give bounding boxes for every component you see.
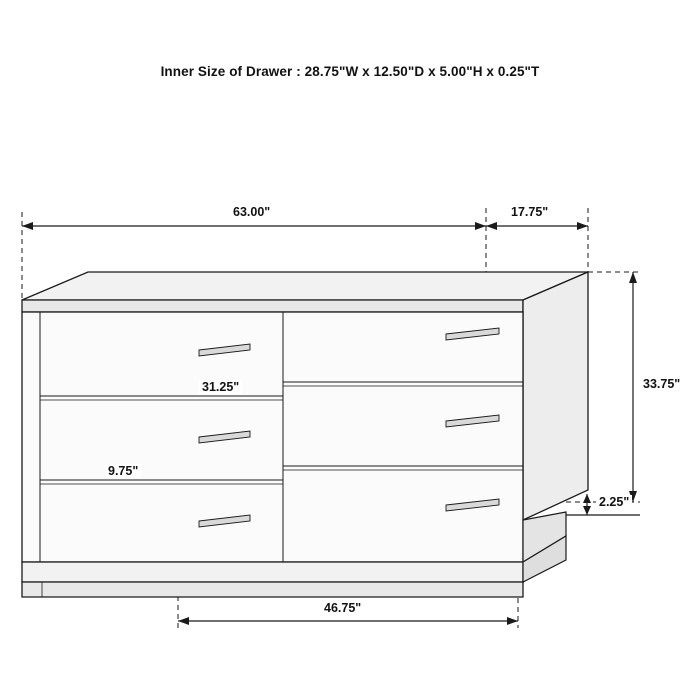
dresser-toe-kick [22, 582, 523, 597]
dim-label-base-width: 46.75" [321, 601, 364, 615]
dim-line-height-3375 [629, 272, 637, 502]
dim-line-base-4675 [178, 617, 518, 625]
dresser-body [22, 272, 588, 597]
dim-label-height: 33.75" [640, 377, 683, 391]
dim-label-width: 63.00" [230, 205, 273, 219]
page-title: Inner Size of Drawer : 28.75"W x 12.50"D x 5.00"H x 0.25"T [160, 64, 540, 79]
dim-label-drawer-front-height: 9.75" [105, 464, 141, 478]
dresser-base-rail [22, 562, 523, 582]
dim-label-toekick: 2.25" [596, 495, 632, 509]
dim-label-drawer-inner-width: 31.25" [199, 380, 242, 394]
dresser-top-surface [22, 272, 588, 300]
dim-line-width-63 [22, 222, 486, 230]
dresser-right-side-panel [523, 272, 588, 520]
dresser-top-edge [22, 300, 523, 312]
dresser-front-case [22, 312, 523, 562]
dim-line-depth-1775 [486, 222, 588, 230]
dim-label-depth: 17.75" [508, 205, 551, 219]
